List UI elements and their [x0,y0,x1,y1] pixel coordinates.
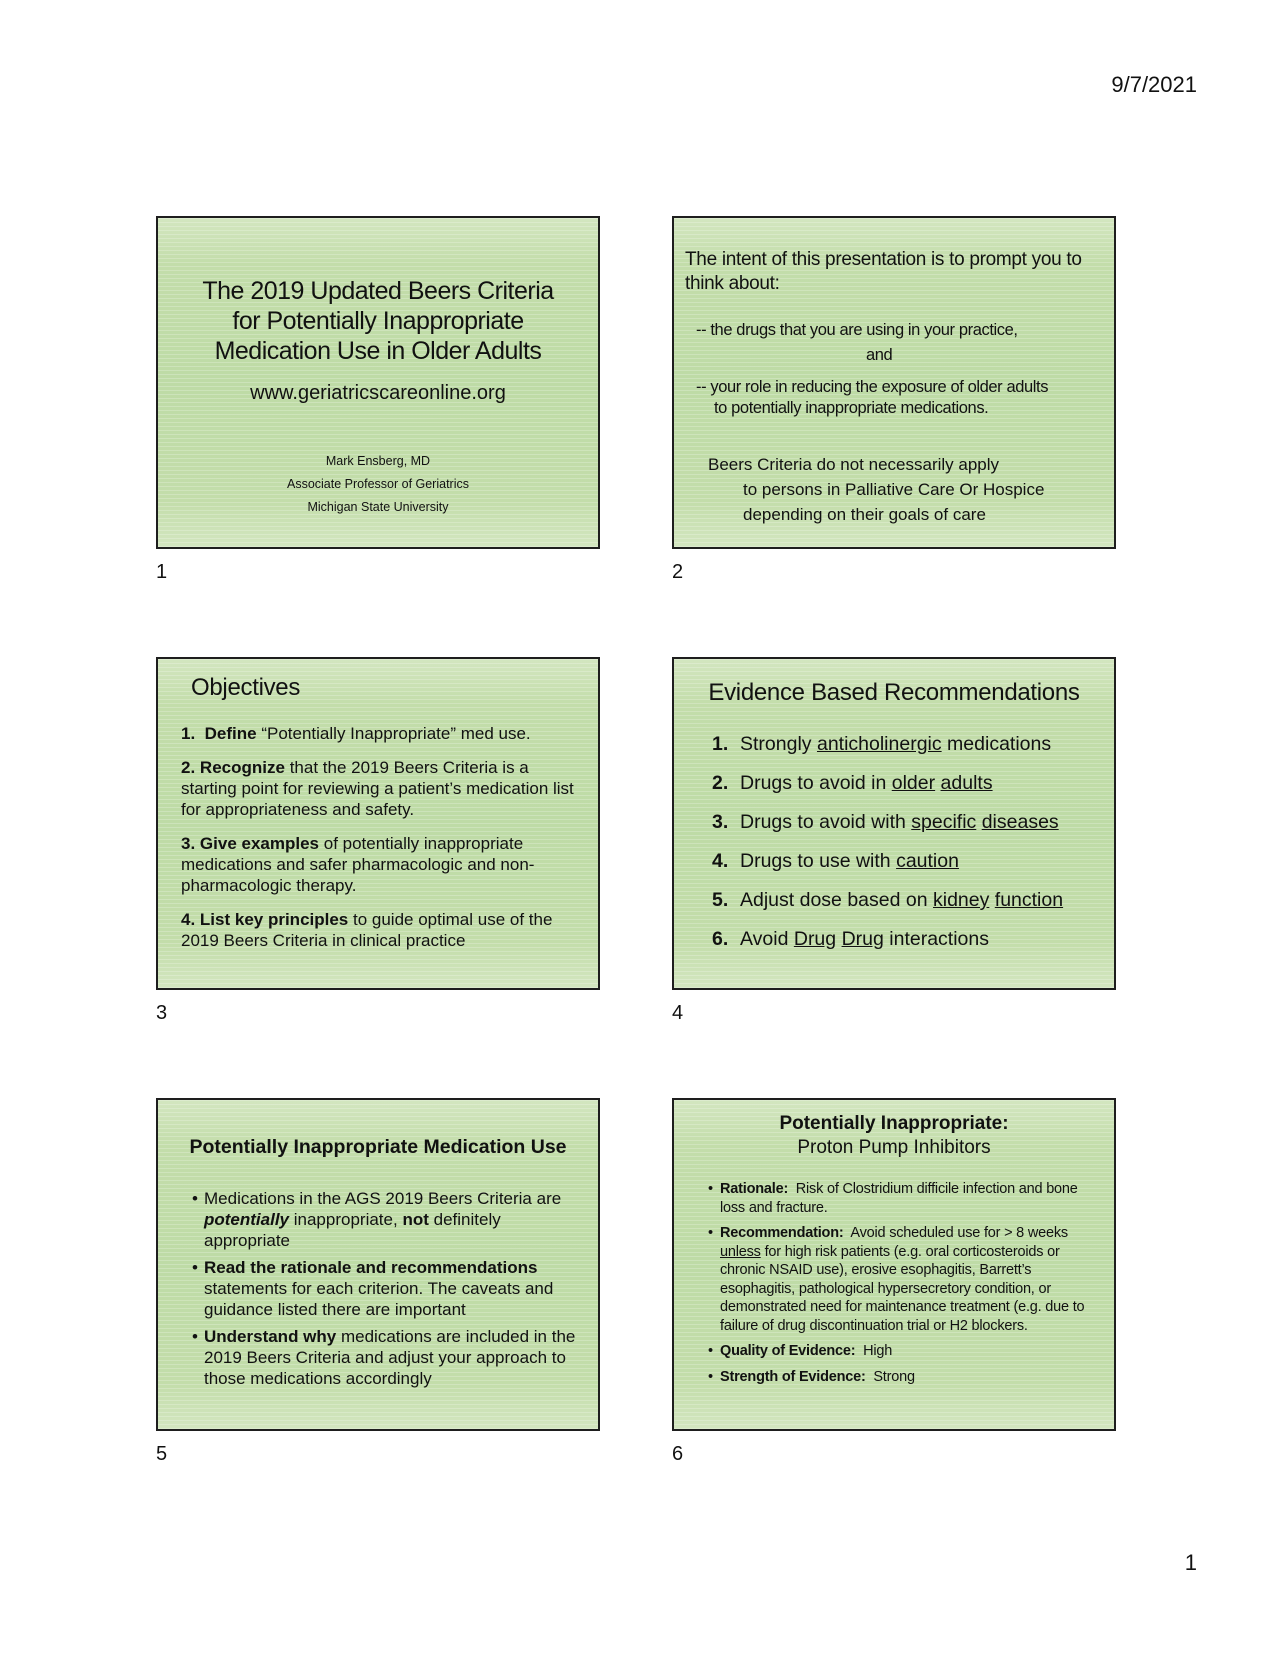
slide-5 [156,1098,600,1431]
list-item: 4. Drugs to use with caution [712,850,959,872]
slide-title: Evidence Based Recommendations [708,679,1080,706]
slide-number: 5 [156,1443,168,1465]
ppi-list [708,1180,1100,1393]
list-item: 3. Drugs to avoid with specific diseases [712,811,1059,833]
slide-title: Objectives [191,674,301,701]
intent-list: -- the drugs that you are using in your practice, and -- your role in reducing the exposure of older adults to potentially inappropriate medications. [696,321,1049,417]
slide-4 [672,657,1116,990]
list-item: 6. Avoid Drug Drug interactions [712,928,989,950]
list-item: • Rationale: Risk of Clostridium difficile infection and bone loss and fracture. [708,1180,1100,1217]
slide-number: 1 [156,561,168,583]
slide-3 [156,657,600,990]
author-institution: Michigan State University [307,500,449,514]
slide-subtitle: Proton Pump Inhibitors [797,1137,991,1158]
slide-number: 6 [672,1443,684,1465]
list-item: 2. Recognize that the 2019 Beers Criteria is a starting point for reviewing a patient’s medication list for appropriateness and safety. [181,758,574,819]
list-item: 4. List key principles to guide optimal use of the 2019 Beers Criteria in clinical practice [181,910,553,950]
list-item: • Strength of Evidence: Strong [708,1368,1100,1387]
slide-title: Potentially Inappropriate: Proton Pump Inhibitors [674,1112,1114,1160]
website-url: www.geriatricscareonline.org [250,382,506,404]
list-item: • Recommendation: Avoid scheduled use for > 8 weeks unless for high risk patients (e.g. oral corticosteroids or chronic NSAID use), erosive esophagitis, Barrett’s esophagitis, pathological hypersecretory condition, or demonstrated need for maintenance treatment (e.g. due to failure of drug discontinuation trial or H2 blockers. [708,1224,1100,1335]
handout-date: 9/7/2021 [1111,72,1197,97]
list-item: • Medications in the AGS 2019 Beers Criteria are potentially inappropriate, not definitely appropriate [192,1188,578,1251]
slide-number: 2 [672,561,684,583]
objectives-list [181,723,582,964]
slide-title: Potentially Inappropriate Medication Use [189,1136,567,1158]
author-name: Mark Ensberg, MD [325,454,431,468]
hospice-note: Beers Criteria do not necessarily apply to persons in Palliative Care Or Hospice depending on their goals of care [708,455,1045,524]
list-item: 1. Strongly anticholinergic medications [712,733,1052,755]
list-item: 3. Give examples of potentially inappropriate medications and safer pharmacologic and non-pharmacologic therapy. [181,834,535,895]
list-item: • Read the rationale and recommendations statements for each criterion. The caveats and guidance listed there are important [192,1257,578,1320]
page-number: 1 [1184,1550,1197,1575]
list-item: 1. Define “Potentially Inappropriate” med use. [181,724,531,743]
author-position: Associate Professor of Geriatrics [286,477,469,491]
slide-intro: The intent of this presentation is to prompt you to think about: [685,249,1082,294]
author-block [158,450,598,519]
slide-title: The 2019 Updated Beers Criteria for Potentially Inappropriate Medication Use in Older Adults [202,277,554,365]
list-item: 5. Adjust dose based on kidney function [712,889,1064,911]
list-item: 2. Drugs to avoid in older adults [712,772,993,794]
pim-list [192,1188,578,1395]
recommendations-list [712,733,1063,967]
slide-6 [672,1098,1116,1431]
list-item: • Quality of Evidence: High [708,1342,1100,1361]
slide-1 [156,216,600,549]
slide-2 [672,216,1116,549]
slide-number: 3 [156,1002,168,1024]
list-item: • Understand why medications are included in the 2019 Beers Criteria and adjust your approach to those medications accordingly [192,1326,578,1389]
slide-number: 4 [672,1002,684,1024]
